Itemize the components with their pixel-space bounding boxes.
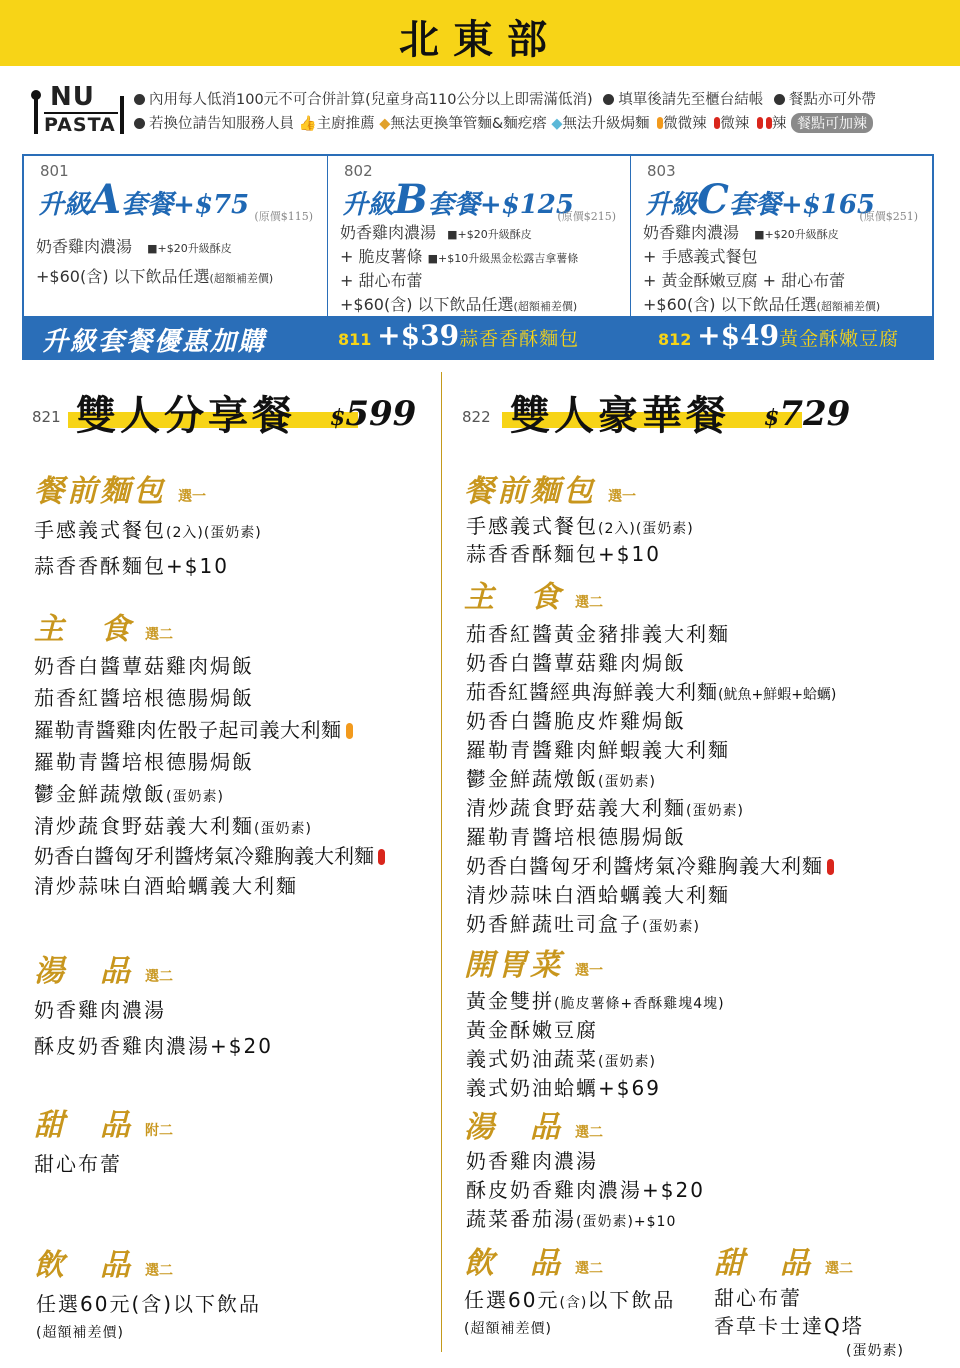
- menu-item: 清炒蔬食野菇義大利麵(蛋奶素): [34, 814, 312, 838]
- chili-icon: [378, 849, 385, 865]
- addon-item: 811 +$39蒜香香酥麵包: [338, 319, 580, 352]
- combo-b: [327, 156, 630, 316]
- menu-item-note: (超額補差價): [36, 1325, 124, 1341]
- diamond-icon: ◆: [379, 116, 391, 132]
- notes-line-2: [134, 112, 873, 133]
- combo-original-price: (原價$115): [254, 210, 313, 223]
- menu-item: 奶香白醬脆皮炸雞焗飯: [466, 709, 686, 733]
- menu-item: 羅勒青醬培根德腸焗飯: [466, 825, 686, 849]
- set-code: 822: [462, 408, 491, 426]
- menu-item: 義式奶油蔬菜(蛋奶素): [466, 1047, 656, 1071]
- menu-item-note: (超額補差價): [464, 1321, 552, 1337]
- menu-item: 蒜香香酥麵包+$10: [466, 542, 661, 566]
- menu-item: 任選60元(含)以下飲品: [464, 1288, 676, 1312]
- menu-item: 清炒蒜味白酒蛤蠣義大利麵: [34, 874, 298, 898]
- set-code: 821: [32, 408, 61, 426]
- combo-line: 奶香雞肉濃湯 ■+$20升級酥皮: [36, 237, 232, 256]
- menu-item: 酥皮奶香雞肉濃湯+$20: [466, 1178, 705, 1202]
- bullet-icon: [134, 118, 145, 129]
- thumb-icon: 👍: [298, 116, 317, 132]
- category-soup: 湯 品 選二: [464, 1110, 603, 1145]
- menu-item: 奶香白醬匈牙利醬烤氣冷雞胸義大利麵: [466, 850, 834, 879]
- fork-head: [31, 90, 41, 100]
- category-dessert: 甜 品 選二: [714, 1246, 853, 1281]
- combo-line: + 黃金酥嫩豆腐 + 甜心布蕾: [643, 271, 846, 290]
- logo-pasta: PASTA: [44, 114, 116, 136]
- set-right-header: [462, 384, 902, 439]
- note-chef-recommend: 主廚推薦: [316, 116, 375, 132]
- combo-title: 升級A套餐+$75: [38, 176, 250, 223]
- combo-code: 803: [647, 162, 676, 180]
- combo-code: 802: [344, 162, 373, 180]
- menu-item: 清炒蔬食野菇義大利麵(蛋奶素): [466, 796, 744, 820]
- menu-item: 酥皮奶香雞肉濃湯+$20: [34, 1034, 273, 1058]
- note-min-charge: 內用每人低消100元不可合併計算(兒童身高110公分以上即需滿低消): [149, 92, 593, 108]
- menu-item: 羅勒青醬培根德腸焗飯: [34, 750, 254, 774]
- menu-item-note: (蛋奶素): [846, 1343, 904, 1359]
- combo-line: +$60(含) 以下飲品任選(超額補差價): [340, 295, 578, 314]
- menu-item: 茄香紅醬培根德腸焗飯: [34, 686, 254, 710]
- bullet-icon: [134, 94, 145, 105]
- set-name: 雙人分享餐: [76, 392, 296, 439]
- knife-icon: [120, 96, 124, 134]
- category-appetizer: 開胃菜 選一: [464, 948, 603, 983]
- menu-item: 奶香白醬蕈菇雞肉焗飯: [34, 654, 254, 678]
- note-slight: 微辣: [720, 116, 750, 132]
- menu-item: 甜心布蕾: [34, 1152, 122, 1176]
- category-bread: 餐前麵包 選一: [464, 474, 636, 509]
- bullet-icon: [774, 94, 785, 105]
- note-mild: 微微辣: [663, 116, 707, 132]
- menu-item: 奶香雞肉濃湯: [466, 1149, 598, 1173]
- combo-c: [630, 156, 932, 316]
- combo-line: +$60(含) 以下飲品任選(超額補差價): [36, 267, 274, 286]
- menu-item: 鬱金鮮蔬燉飯(蛋奶素): [34, 782, 224, 806]
- combo-line: + 手感義式餐包: [643, 247, 758, 266]
- notes-line-1: [134, 88, 876, 109]
- menu-item: 蒜香香酥麵包+$10: [34, 554, 229, 578]
- menu-item: 黃金雙拼(脆皮薯條+香酥雞塊4塊): [466, 989, 725, 1013]
- chili-icon: [827, 859, 834, 875]
- category-main: 主 食 選二: [34, 612, 173, 647]
- combo-original-price: (原價$251): [859, 210, 918, 223]
- menu-item: 清炒蒜味白酒蛤蠣義大利麵: [466, 883, 730, 907]
- note-seat-change: 若換位請告知服務人員: [149, 116, 294, 132]
- note-no-gratin: 無法升級焗麵: [562, 116, 650, 132]
- note-hot: 辣: [771, 116, 787, 132]
- note-takeout: 餐點亦可外帶: [788, 92, 876, 108]
- addon-item: 812 +$49黃金酥嫩豆腐: [658, 319, 900, 352]
- menu-item: 手感義式餐包(2入)(蛋奶素): [466, 514, 694, 538]
- combo-upgrade-panel: [22, 154, 934, 360]
- chili-icon: [346, 723, 353, 739]
- menu-item: 茄香紅醬黃金豬排義大利麵: [466, 622, 730, 646]
- set-price: $729: [764, 394, 851, 434]
- combo-line: + 脆皮薯條 ■+$10升級黑金松露吉拿薯條: [340, 247, 579, 266]
- menu-item: 手感義式餐包(2入)(蛋奶素): [34, 518, 262, 542]
- menu-item: 奶香白醬匈牙利醬烤氣冷雞胸義大利麵: [34, 840, 385, 869]
- set-name: 雙人豪華餐: [510, 392, 730, 439]
- menu-item: 蔬菜番茄湯(蛋奶素)+$10: [466, 1207, 677, 1231]
- note-no-change: 無法更換筆管麵&麵疙瘩: [390, 116, 547, 132]
- fork-icon: [34, 96, 38, 134]
- menu-item: 茄香紅醬經典海鮮義大利麵(魷魚+鮮蝦+蛤蠣): [466, 680, 837, 704]
- category-drink: 飲 品 選二: [464, 1246, 603, 1281]
- category-soup: 湯 品 選二: [34, 954, 173, 989]
- combo-line: + 甜心布蕾: [340, 271, 423, 290]
- combo-line: 奶香雞肉濃湯 ■+$20升級酥皮: [643, 223, 839, 242]
- category-drink: 飲 品 選二: [34, 1248, 173, 1283]
- menu-item: 奶香鮮蔬吐司盒子(蛋奶素): [466, 912, 700, 936]
- page-title: 北東部: [399, 17, 561, 63]
- set-price: $599: [330, 394, 417, 434]
- category-main: 主 食 選二: [464, 580, 603, 615]
- menu-item: 甜心布蕾: [714, 1286, 802, 1310]
- combo-line: 奶香雞肉濃湯 ■+$20升級酥皮: [340, 223, 532, 242]
- diamond-icon: ◆: [551, 116, 563, 132]
- menu-item: 任選60元(含)以下飲品: [36, 1292, 262, 1316]
- column-divider: [441, 372, 442, 1352]
- category-bread: 餐前麵包 選一: [34, 474, 206, 509]
- set-left-header: [32, 384, 432, 439]
- combo-code: 801: [40, 162, 69, 180]
- note-pay-first: 填單後請先至櫃台結帳: [618, 92, 764, 108]
- menu-item: 羅勒青醬雞肉佐骰子起司義大利麵: [34, 714, 353, 743]
- combo-title: 升級C套餐+$165: [645, 176, 876, 223]
- category-dessert: 甜 品 附二: [34, 1108, 173, 1143]
- menu-item: 羅勒青醬雞肉鮮蝦義大利麵: [466, 738, 730, 762]
- bullet-icon: [603, 94, 614, 105]
- combo-line: +$60(含) 以下飲品任選(超額補差價): [643, 295, 881, 314]
- extra-spicy-badge: 餐點可加辣: [791, 113, 873, 133]
- combo-title: 升級B套餐+$125: [342, 176, 574, 223]
- menu-item: 黃金酥嫩豆腐: [466, 1018, 598, 1042]
- logo-nu: NU: [50, 82, 95, 112]
- menu-item: 義式奶油蛤蠣+$69: [466, 1076, 661, 1100]
- menu-item: 鬱金鮮蔬燉飯(蛋奶素): [466, 767, 656, 791]
- combo-original-price: (原價$215): [557, 210, 616, 223]
- menu-item: 奶香雞肉濃湯: [34, 998, 166, 1022]
- addon-title: 升級套餐優惠加購: [42, 327, 267, 357]
- chili-icon: [757, 117, 763, 129]
- addon-bar: [24, 316, 932, 358]
- menu-item: 奶香白醬蕈菇雞肉焗飯: [466, 651, 686, 675]
- combo-a: [24, 156, 327, 316]
- menu-item: 香草卡士達Q塔: [714, 1314, 864, 1338]
- nu-pasta-logo: [34, 82, 124, 140]
